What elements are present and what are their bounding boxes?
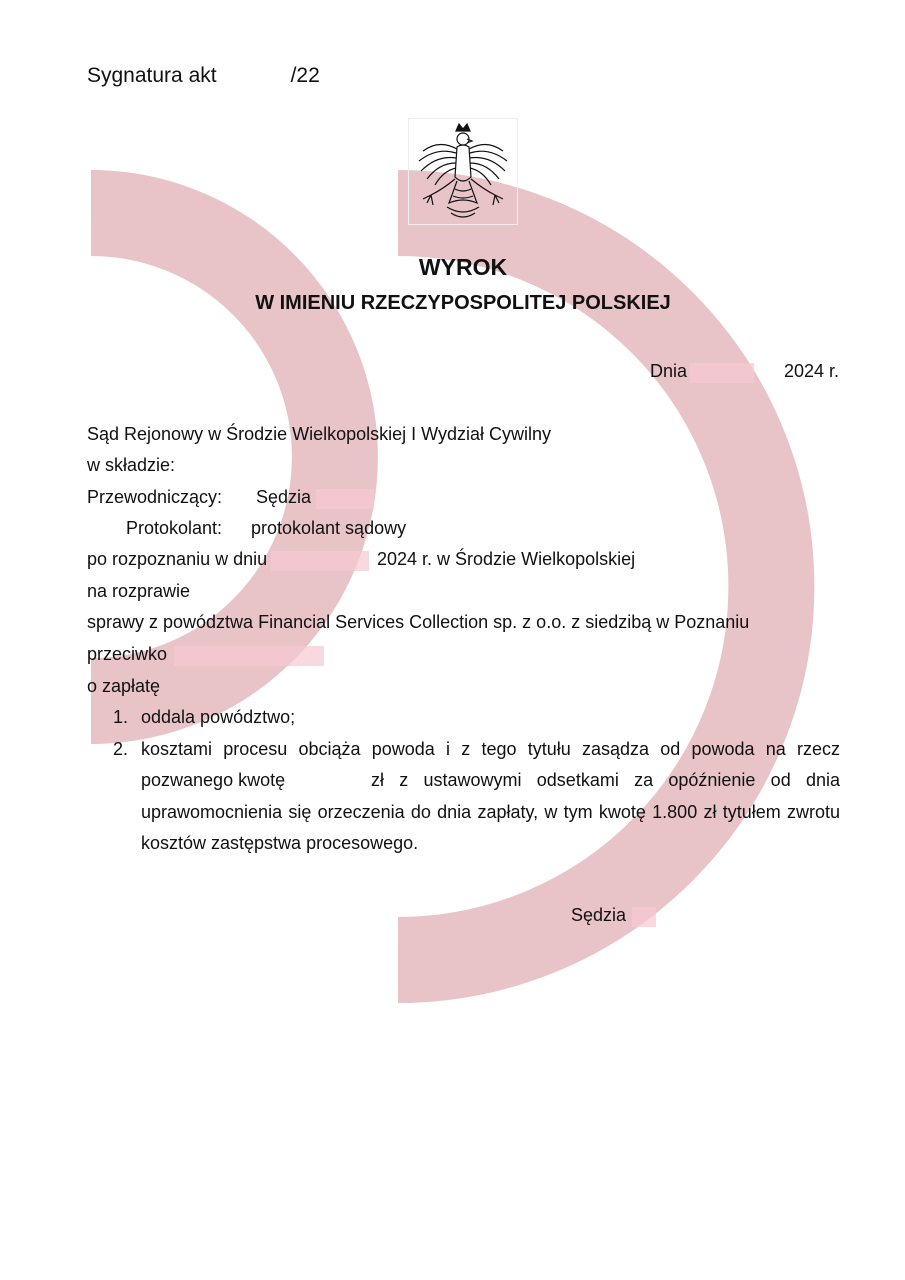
ruling-2-number: 2.	[113, 739, 129, 759]
case-signature	[87, 64, 320, 88]
signature-label: Sędzia	[571, 905, 627, 925]
verdict-title: WYROK	[418, 254, 508, 280]
against-label: przeciwko	[87, 644, 168, 664]
verdict-subtitle: W IMIENIU RZECZYPOSPOLITEJ POLSKIEJ	[255, 292, 671, 314]
ruling-2-line-3: uprawomocnienia się orzeczenia do dnia zapłaty, w tym kwotę 1.800 zł tytułem zwrotu	[141, 802, 840, 822]
hearing-type: na rozprawie	[87, 581, 191, 601]
ruling-1-text: oddala powództwo;	[141, 707, 296, 727]
composition-label: w składzie:	[87, 455, 176, 475]
ruling-2-line-2b: zł z ustawowymi odsetkami za opóźnienie od dnia	[371, 770, 840, 790]
polish-eagle-emblem-icon	[408, 118, 518, 225]
case-signature-label: Sygnatura akt	[87, 64, 217, 87]
presiding-label: Przewodniczący:	[87, 487, 223, 507]
ruling-2-line-1: kosztami procesu obciąża powoda i z tego tytułu zasądza od powoda na rzecz	[141, 739, 840, 759]
case-of: sprawy z powództwa Financial Services Collection sp. z o.o. z siedzibą w Poznaniu	[87, 612, 750, 632]
redacted-date	[690, 363, 754, 383]
case-subject: o zapłatę	[87, 676, 161, 696]
hearing-suffix: 2024 r. w Środzie Wielkopolskiej	[377, 549, 636, 569]
court-name: Sąd Rejonowy w Środzie Wielkopolskiej I Wydział Cywilny	[87, 424, 552, 444]
date-year: 2024 r.	[784, 361, 840, 381]
ruling-2-line-2a: pozwanego kwotę	[141, 770, 286, 790]
case-signature-suffix: /22	[290, 64, 320, 87]
clerk-value: protokolant sądowy	[251, 518, 407, 538]
hearing-prefix: po rozpoznaniu w dniu	[87, 549, 268, 569]
redacted-hearing-date	[271, 551, 369, 571]
date-label: Dnia	[650, 361, 688, 381]
ruling-1-number: 1.	[113, 707, 129, 727]
redacted-signature-name	[632, 907, 656, 927]
redacted-defendant-name	[174, 646, 324, 666]
redacted-judge-name	[316, 489, 374, 509]
clerk-label: Protokolant:	[126, 518, 223, 538]
presiding-value: Sędzia	[256, 487, 312, 507]
ruling-2-line-4: kosztów zastępstwa procesowego.	[141, 833, 419, 853]
